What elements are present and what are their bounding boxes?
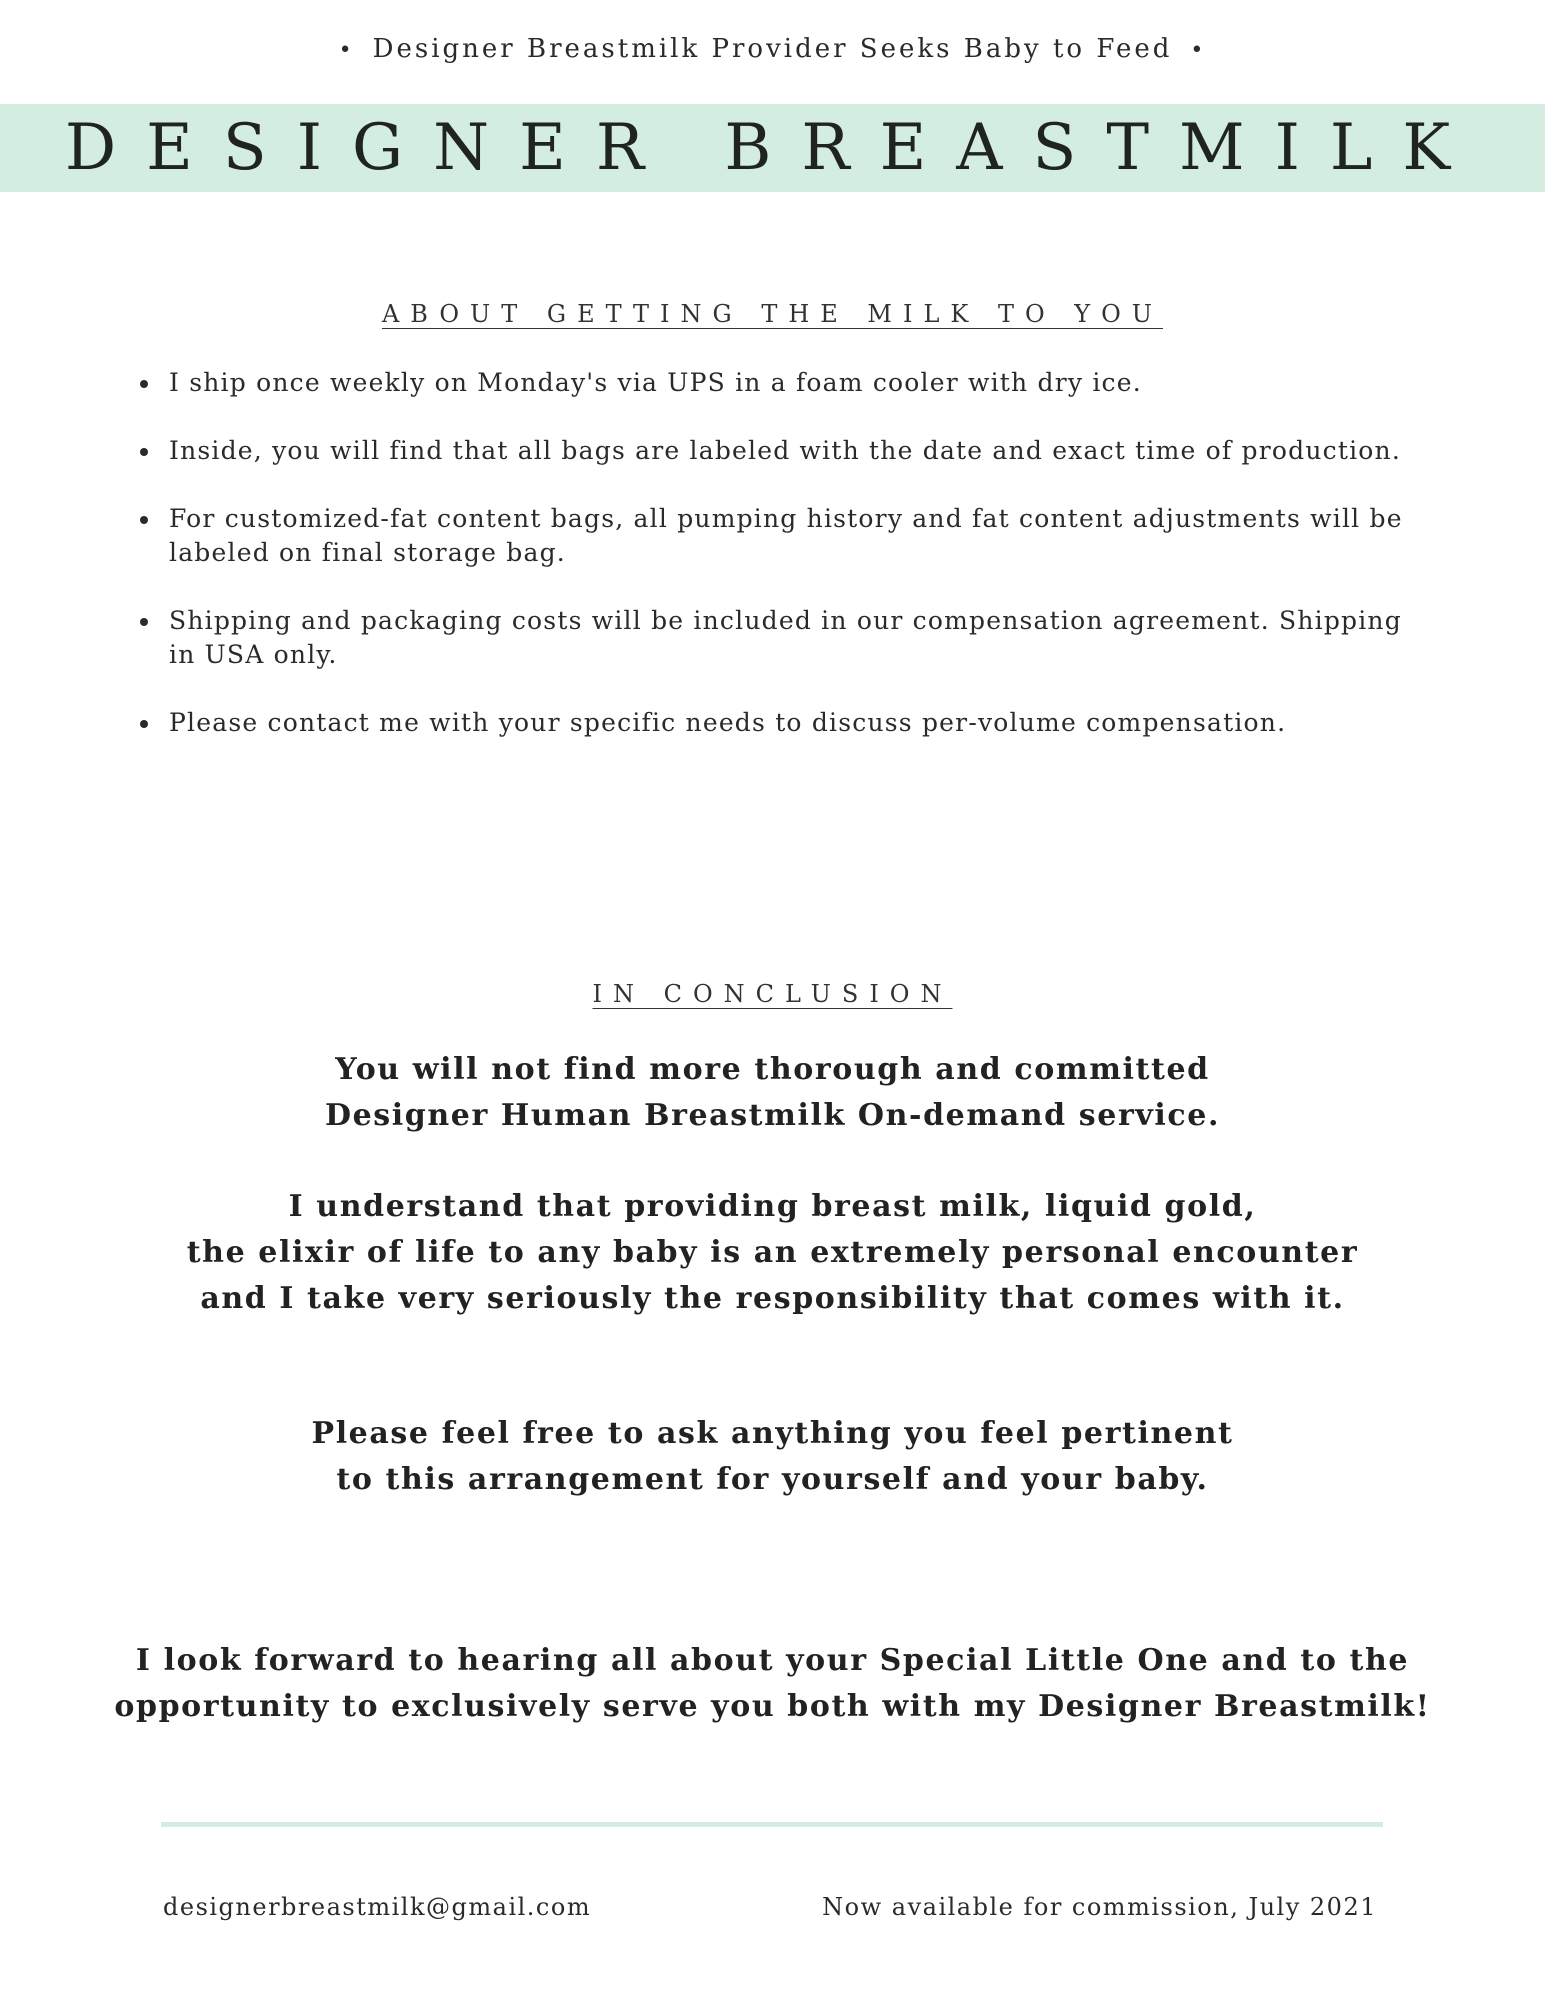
list-item: [134, 434, 1404, 468]
list-item-text: Please contact me with your specific needs to discuss per-volume compensation.: [169, 708, 1287, 737]
bullet-dot-icon: [140, 448, 148, 456]
conclusion-line: Designer Human Breastmilk On-demand service.: [325, 1098, 1220, 1133]
list-item-text: Inside, you will find that all bags are labeled with the date and exact time of production.: [169, 436, 1401, 465]
conclusion-heading-text: IN CONCLUSION: [592, 980, 953, 1008]
conclusion-section-heading: [0, 980, 1545, 1008]
bullet-dot-icon: [140, 516, 148, 524]
footer-divider: [161, 1822, 1383, 1827]
conclusion-line: I look forward to hearing all about your Special Little One and to the: [135, 1643, 1410, 1678]
conclusion-line: the elixir of life to any baby is an extremely personal encounter: [186, 1235, 1359, 1270]
conclusion-paragraph-questions: [0, 1411, 1545, 1503]
list-item-text: I ship once weekly on Monday's via UPS in a foam cooler with dry ice.: [169, 368, 1142, 397]
availability-note: Now available for commission, July 2021: [822, 1893, 1377, 1921]
list-item-text: Shipping and packaging costs will be included in our compensation agreement. Shipping in USA only.: [169, 606, 1402, 669]
list-item: [134, 604, 1404, 672]
list-item: [134, 502, 1404, 570]
about-section-heading: [0, 300, 1545, 328]
conclusion-line: to this arrangement for yourself and your baby.: [336, 1462, 1209, 1497]
conclusion-line: and I take very seriously the responsibility that comes with it.: [200, 1281, 1345, 1316]
conclusion-paragraph-closing: [0, 1638, 1545, 1730]
tagline: [0, 34, 1545, 64]
list-item-text: For customized-fat content bags, all pumping history and fat content adjustments will be labeled on final storage bag.: [169, 504, 1403, 567]
title-banner: [0, 104, 1545, 192]
banner-title: DESIGNER BREASTMILK: [64, 111, 1481, 185]
tagline-bullet-right: •: [1190, 38, 1207, 63]
bullet-dot-icon: [140, 720, 148, 728]
conclusion-line: opportunity to exclusively serve you both with my Designer Breastmilk!: [114, 1689, 1431, 1724]
tagline-bullet-left: •: [338, 38, 355, 63]
tagline-text: Designer Breastmilk Provider Seeks Baby to Feed: [372, 34, 1173, 64]
list-item: [134, 706, 1404, 740]
about-heading-text: ABOUT GETTING THE MILK TO YOU: [381, 300, 1164, 328]
bullet-dot-icon: [140, 618, 148, 626]
about-bullet-list: [134, 366, 1404, 774]
list-item: [134, 366, 1404, 400]
conclusion-line: You will not find more thorough and committed: [335, 1052, 1210, 1087]
contact-email[interactable]: designerbreastmilk@gmail.com: [163, 1893, 592, 1921]
conclusion-line: I understand that providing breast milk, liquid gold,: [288, 1189, 1257, 1224]
conclusion-paragraph-commitment: [0, 1047, 1545, 1139]
conclusion-paragraph-understanding: [0, 1184, 1545, 1322]
conclusion-line: Please feel free to ask anything you feel pertinent: [311, 1416, 1234, 1451]
bullet-dot-icon: [140, 380, 148, 388]
